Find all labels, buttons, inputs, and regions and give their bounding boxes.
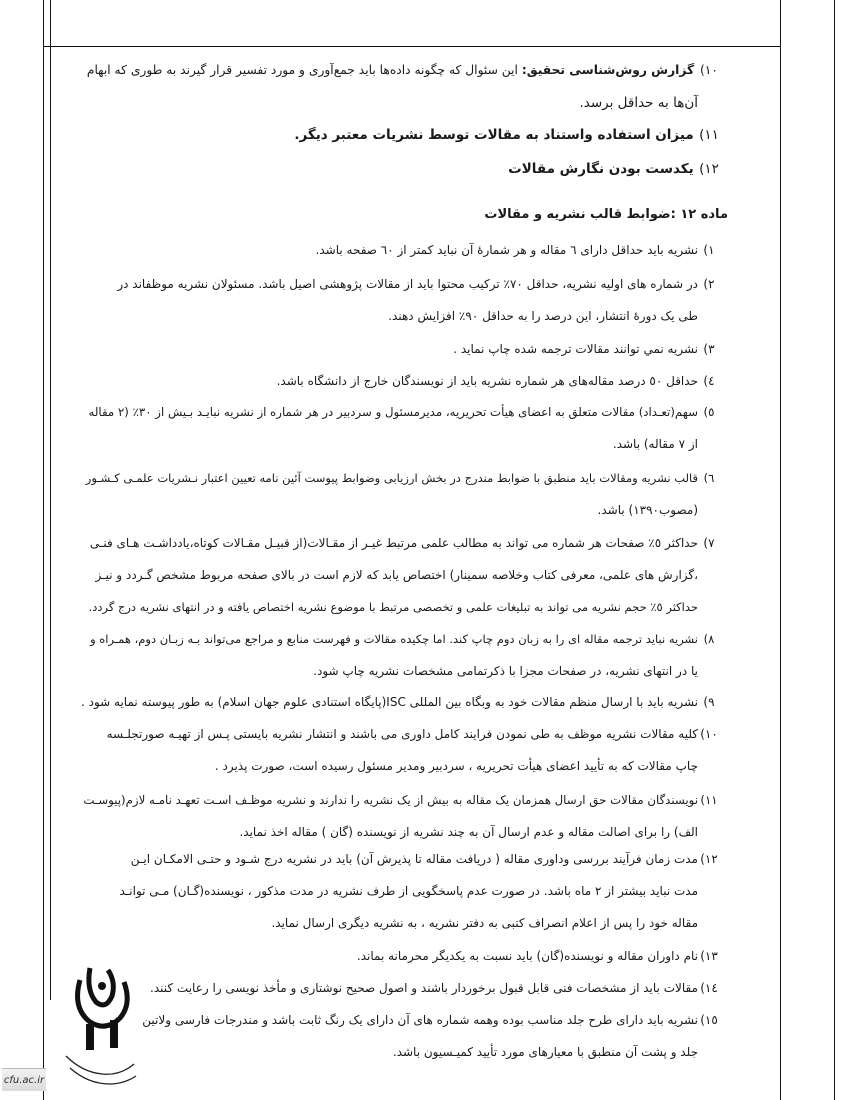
list-item bbox=[81, 695, 720, 709]
item-text: این سئوال که چگونه داده‌ها باید جمع‌آوری و مورد تفسیر قرار گیرند به طوری که ابهام bbox=[86, 63, 522, 77]
list-item-number: ۱) bbox=[703, 243, 715, 257]
list-item-number: ١٣) bbox=[700, 949, 718, 963]
list-item-continued bbox=[239, 825, 698, 839]
list-item-text: حداقل ٥٠ درصد مقاله‌های هر شماره نشریه باید از نویسندگان خارج از دانشگاه باشد. bbox=[276, 374, 698, 388]
list-item-text: نشریه باید حداقل دارای ٦ مقاله و هر شمارۀ آن نباید کمتر از ٦٠ صفحه باشد. bbox=[315, 243, 698, 257]
list-item-text: یا در انتهای نشریه، در صفحات مجزا با ذکرتمامی مشخصات نشریه چاپ شود. bbox=[313, 664, 698, 678]
section-title: ماده ۱۲ :ضوابط قالب نشریه و مقالات bbox=[484, 207, 728, 222]
list-item-text: طی یک دورۀ انتشار، این درصد را به حداقل ٩٠٪ افزایش دهند. bbox=[388, 309, 698, 323]
list-item-text: نام داوران مقاله و نویسنده(گان) باید نسبت به یکدیگر محرمانه بماند. bbox=[356, 949, 698, 963]
list-item-number: ٨) bbox=[703, 632, 715, 646]
page-border-left-inner bbox=[50, 0, 51, 1000]
list-item-text: مقاله خود را پس از اعلام انصراف کتبی به دفتر نشریه ، به نشریه دیگری ارسال نماید. bbox=[271, 916, 698, 930]
list-item-top-10-continued: آن‌ها به حداقل برسد. bbox=[579, 95, 698, 111]
list-item bbox=[357, 949, 720, 963]
list-item-continued bbox=[96, 568, 698, 582]
list-item bbox=[90, 536, 720, 550]
list-item-text: الف) را برای اصالت مقاله و عدم ارسال آن به چند نشریه از نویسنده (گان ) مقاله اخذ نماید. bbox=[239, 825, 698, 839]
list-item-top-12: ۱۲) یکدست بودن نگارش مقالات bbox=[508, 161, 719, 177]
list-item-number: ٦) bbox=[703, 471, 715, 485]
list-item-number: ١٢) bbox=[700, 852, 718, 866]
list-item-text: از ٧ مقاله) باشد. bbox=[612, 437, 698, 451]
list-item bbox=[131, 852, 720, 866]
list-item-continued bbox=[393, 1045, 698, 1059]
list-item bbox=[117, 277, 720, 291]
list-item-number: ٧) bbox=[703, 536, 715, 550]
list-item-text: سهم(تعـداد) مقالات متعلق به اعضای هیأت تحریریه، مدیرمسئول و سردبیر در هر شماره از نشریه نبایـد بـیش از ٣٠٪ (٢ مقاله bbox=[88, 405, 698, 419]
list-item bbox=[107, 727, 720, 741]
page-border-left bbox=[43, 0, 44, 1100]
list-item-number: ۳) bbox=[703, 342, 715, 356]
page-border-top bbox=[43, 46, 780, 47]
item-heading: گزارش روش‌شناسی تحقیق: bbox=[521, 63, 695, 77]
list-item-text: (مصوب١٣٩٠) باشد. bbox=[597, 503, 698, 517]
list-item-text: در شماره های اولیه نشریه، حداقل ٧٠٪ ترکیب محتوا باید از مقالات پژوهشی اصیل باشد. مسئولان نشریه موظفاند در bbox=[117, 277, 698, 291]
list-item-continued bbox=[388, 309, 698, 323]
university-logo bbox=[62, 960, 142, 1090]
list-item-number: ١٠) bbox=[700, 727, 718, 741]
list-item bbox=[277, 374, 720, 388]
list-item-text: حداکثر ٥٪ حجم نشریه می تواند به تبلیغات علمی و تخصصی مرتبط با موضوع نشریه اختصاص یافته و در انتهای نشریه درج گردد. bbox=[88, 600, 698, 614]
list-item bbox=[83, 793, 720, 807]
list-item-continued bbox=[598, 503, 698, 517]
list-item-text: مقالات باید از مشخصات فنی قابل قبول برخوردار باشند و اصول صحیح نوشتاری و مأخذ نویسی را رعایت کنند. bbox=[150, 981, 698, 995]
list-item-top-11: ۱۱) میزان استفاده واستناد به مقالات توسط نشریات معتبر دیگر. bbox=[294, 127, 719, 143]
list-item-number: ۲) bbox=[703, 277, 715, 291]
list-item-number: ٤) bbox=[703, 374, 715, 388]
list-item-text: کلیه مقالات نشریه موظف به طی نمودن فرایند کامل داوری می باشند و انتشار نشریه بایستی پـس از تهیـه صورتجلـسه bbox=[106, 727, 698, 741]
page-border-right bbox=[780, 0, 781, 1100]
list-item-top-10: ۱۰) گزارش روش‌شناسی تحقیق: این سئوال که چگونه داده‌ها باید جمع‌آوری و مورد تفسیر قرار گیرند به طوری که ابهام bbox=[86, 63, 718, 77]
item-heading: میزان استفاده واستناد به مقالات توسط نشریات معتبر دیگر. bbox=[294, 127, 694, 143]
list-item-number: ٩) bbox=[703, 695, 715, 709]
list-item-text: نشریه نباید ترجمه مقاله ای را به زبان دوم چاپ کند. اما چکیده مقالات و فهرست منابع و مراجع می‌تواند بـه زبـان دوم، همـراه و bbox=[90, 632, 698, 646]
list-item-text: جلد و پشت آن منطبق با معیارهای مورد تأیید کمیـسیون باشد. bbox=[392, 1045, 698, 1059]
list-item-number: ١١) bbox=[700, 793, 718, 807]
list-item bbox=[89, 405, 720, 419]
list-item-text: نشریه باید با ارسال منظم مقالات خود به وبگاه بین المللی ISC(پایگاه استنادی علوم جهان اسلام) به طور پیوسته نمایه شود . bbox=[80, 695, 698, 709]
list-item-number: ١٤) bbox=[700, 981, 718, 995]
item-heading: یکدست بودن نگارش مقالات bbox=[508, 161, 694, 177]
list-item bbox=[316, 243, 720, 257]
list-item-continued bbox=[271, 916, 698, 930]
list-item bbox=[150, 981, 720, 995]
list-item-number: ١٥) bbox=[700, 1013, 718, 1027]
list-item-text: نشریه نمي توانند مقالات ترجمه شده چاپ نمايد . bbox=[453, 342, 698, 356]
list-item-text: مدت نباید بیشتر از ٢ ماه باشد. در صورت عدم پاسخگویی از طرف نشریه در مدت مذکور ، نویسنده(گـان) مـی توانـد bbox=[119, 884, 698, 898]
list-item-continued bbox=[89, 600, 698, 614]
page-edge-right bbox=[834, 0, 835, 1100]
list-item-text: نویسندگان مقالات حق ارسال همزمان یک مقاله به بیش از یک نشریه را ندارند و نشریه موظـف اسـت تعهـد نامـه لازم(پیوسـت bbox=[83, 793, 698, 807]
list-item bbox=[142, 1013, 720, 1027]
list-item-continued bbox=[613, 437, 698, 451]
list-item-text: قالب نشریه ومقالات باید منطبق با ضوابط مندرج در بخش ارزیابی وضوابط پیوست آئین نامه تعیین اعتبار نـشریات علمـی کـشـور bbox=[85, 471, 698, 485]
list-item bbox=[90, 632, 720, 646]
list-item bbox=[86, 471, 720, 485]
list-item-continued bbox=[313, 664, 698, 678]
list-item-continued bbox=[215, 759, 698, 773]
list-item-continued bbox=[119, 884, 698, 898]
list-item-text: ،گزارش های علمی، معرفی کتاب وخلاصه سمینار) اختصاص یابد که لازم است در بالای صفحه مربوط مشخص گـردد و نیـز bbox=[95, 568, 698, 582]
list-item-text: چاپ مقالات که به تأیید اعضای هیأت تحریریه ، سردبیر ومدیر مسئول رسیده است، صورت پذیرد . bbox=[214, 759, 698, 773]
list-item bbox=[453, 342, 720, 356]
list-item-number: ٥) bbox=[703, 405, 715, 419]
watermark: cfu.ac.ir bbox=[2, 1068, 46, 1091]
list-item-text: مدت زمان فرآیند بررسی وداوری مقاله ( دریافت مقاله تا پذیرش آن) باید در نشریه درج شـود و حتـی الامکـان ایـن bbox=[130, 852, 698, 866]
list-item-text: حداکثر ٥٪ صفحات هر شماره می تواند به مطالب علمی مرتبط غیـر از مقـالات(از قبیـل مقـالات کوتاه،یادداشـت هـای فنـی bbox=[89, 536, 698, 550]
list-item-text: نشریه باید دارای طرح جلد مناسب بوده وهمه شماره های آن دارای یک رنگ ثابت باشد و مندرجات فارسی ولاتین bbox=[142, 1013, 698, 1027]
